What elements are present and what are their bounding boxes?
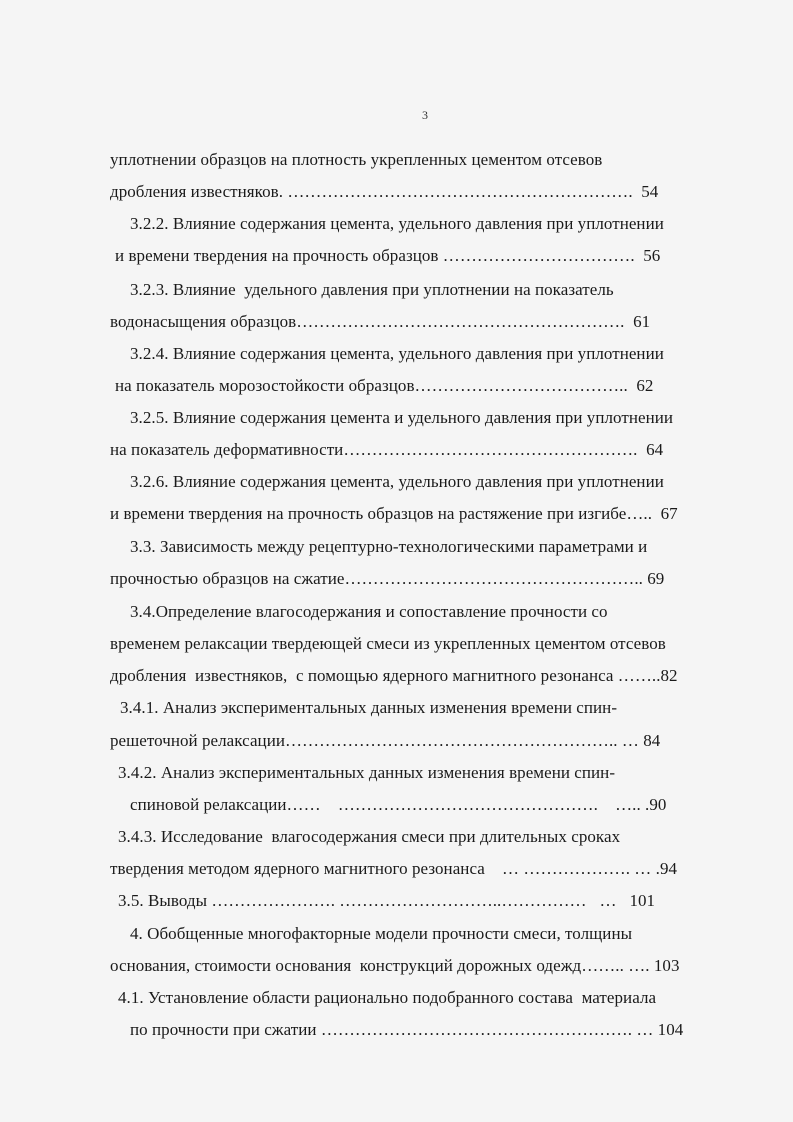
toc-line: дробления известняков. ……………………………………………………. 54 <box>110 182 659 201</box>
toc-line: 3.5. Выводы …………………. ………………………..…………… … 101 <box>118 891 656 910</box>
toc-line: 3.4.3. Исследование влагосодержания смеси при длительных сроках <box>118 827 621 846</box>
toc-line: дробления известняков, с помощью ядерного магнитного резонанса ……..82 <box>110 666 678 685</box>
page-number: 3 <box>422 108 428 122</box>
toc-line: 4. Обобщенные многофакторные модели прочности смеси, толщины <box>130 924 633 943</box>
toc-line: 3.2.5. Влияние содержания цемента и удельного давления при уплотнении <box>130 408 674 427</box>
toc-line: и времени твердения на прочность образцов на растяжение при изгибе….. 67 <box>110 504 678 523</box>
toc-line: 3.3. Зависимость между рецептурно-технологическими параметрами и <box>130 537 648 556</box>
toc-line: водонасыщения образцов…………………………………………………. 61 <box>110 312 651 331</box>
toc-line: прочностью образцов на сжатие…………………………………………….. 69 <box>110 569 665 588</box>
toc-line: твердения методом ядерного магнитного резонанса … ………………. … .94 <box>110 859 678 878</box>
toc-line: временем релаксации твердеющей смеси из укрепленных цементом отсевов <box>110 634 666 653</box>
toc-line: на показатель морозостойкости образцов……………………………….. 62 <box>115 376 654 395</box>
toc-line: на показатель деформативности……………………………………………. 64 <box>110 440 664 459</box>
toc-line: решеточной релаксации………………………………………………….. … 84 <box>110 731 661 750</box>
toc-line: и времени твердения на прочность образцов ……………………………. 56 <box>115 246 661 265</box>
toc-line: по прочности при сжатии ………………………………………………. … 104 <box>130 1020 684 1039</box>
toc-line: спиновой релаксации…… ………………………………………. ….. .90 <box>130 795 667 814</box>
toc-line: 3.2.6. Влияние содержания цемента, удельного давления при уплотнении <box>130 472 664 491</box>
toc-line: 3.2.2. Влияние содержания цемента, удельного давления при уплотнении <box>130 214 664 233</box>
toc-line: 3.2.4. Влияние содержания цемента, удельного давления при уплотнении <box>130 344 664 363</box>
toc-line: 3.4.2. Анализ экспериментальных данных изменения времени спин- <box>118 763 616 782</box>
toc-line: 3.2.3. Влияние удельного давления при уплотнении на показатель <box>130 280 614 299</box>
toc-line: 3.4.1. Анализ экспериментальных данных изменения времени спин- <box>120 698 618 717</box>
toc-line: 3.4.Определение влагосодержания и сопоставление прочности со <box>130 602 608 621</box>
toc-line: основания, стоимости основания конструкций дорожных одежд…….. …. 103 <box>110 956 680 975</box>
toc-line: 4.1. Установление области рационально подобранного состава материала <box>118 988 657 1007</box>
toc-line: уплотнении образцов на плотность укрепленных цементом отсевов <box>110 150 603 169</box>
